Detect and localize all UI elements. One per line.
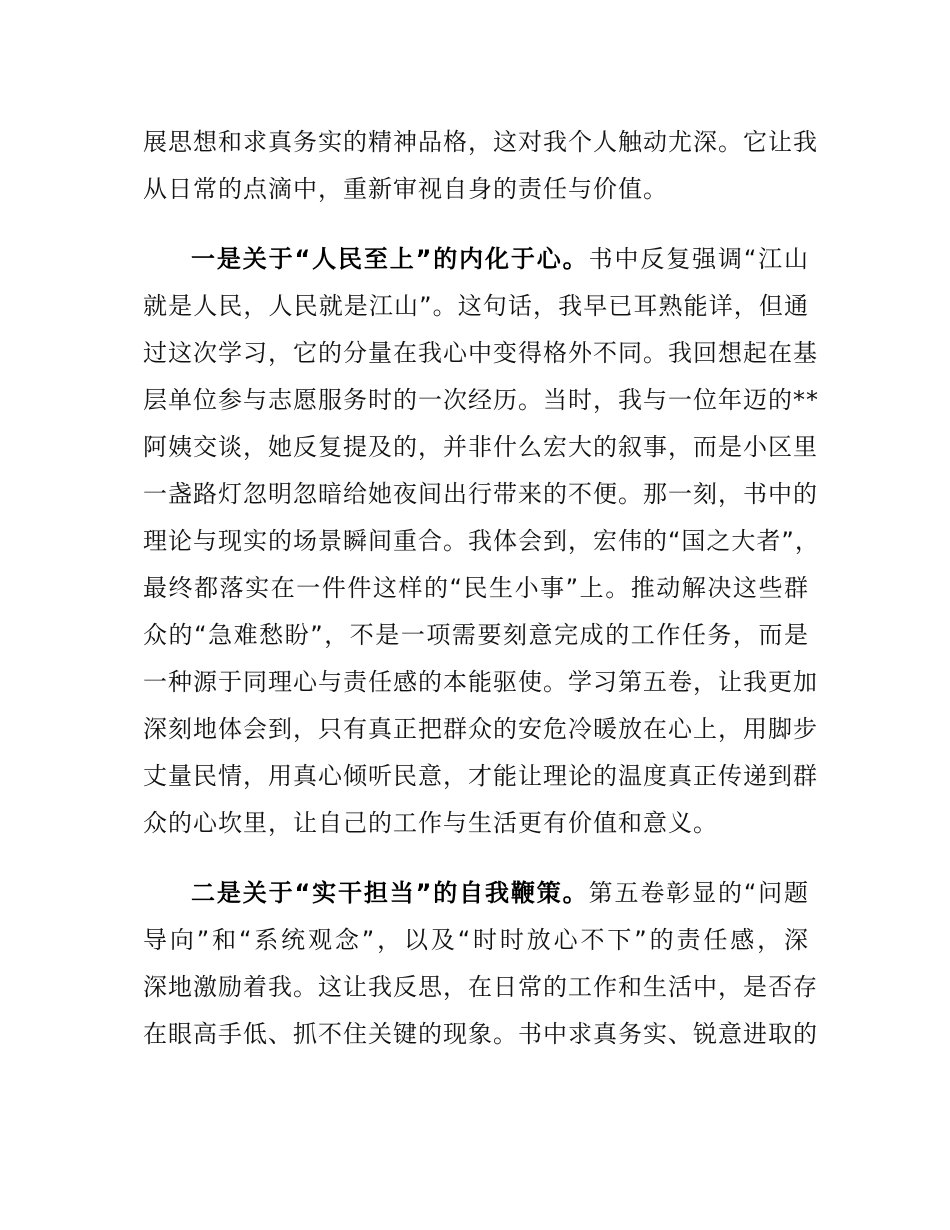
document-page [143, 119, 820, 1081]
text-line: 一盏路灯忽明忽暗给她夜间出行带来的不便。那一刻，书中的 [143, 480, 818, 508]
text-line: 过这次学习，它的分量在我心中变得格外不同。我回想起在基 [143, 339, 818, 367]
text-line: 众的“急难愁盼”，不是一项需要刻意完成的工作任务，而是 [143, 621, 809, 649]
text-line: 层单位参与志愿服务时的一次经历。当时，我与一位年迈的** [143, 386, 819, 414]
text-span: 书中反复强调“江山 [588, 245, 810, 273]
text-line: 展思想和求真务实的精神品格，这对我个人触动尤深。它让我 [143, 128, 818, 156]
text-line: 深刻地体会到，只有真正把群众的安危冷暖放在心上，用脚步 [143, 715, 818, 743]
text-line: 丈量民情，用真心倾听民意，才能让理论的温度真正传递到群 [143, 762, 818, 790]
paragraph-heading: 一是关于“人民至上”的内化于心。 [191, 245, 589, 273]
text-line: 最终都落实在一件件这样的“民生小事”上。推动解决这些群 [143, 574, 809, 602]
text-line [143, 870, 809, 917]
paragraph-intro [143, 119, 818, 213]
text-line: 一种源于同理心与责任感的本能驱使。学习第五卷，让我更加 [143, 668, 818, 696]
paragraph-people-first [143, 236, 820, 847]
text-line [143, 236, 809, 283]
text-span: 第五卷彰显的“问题 [588, 879, 810, 907]
paragraph-hard-work [143, 870, 818, 1058]
text-line: 从日常的点滴中，重新审视自身的责任与价值。 [143, 175, 668, 203]
paragraph-heading: 二是关于“实干担当”的自我鞭策。 [191, 879, 589, 907]
text-line: 阿姨交谈，她反复提及的，并非什么宏大的叙事，而是小区里 [143, 433, 818, 461]
text-line: 理论与现实的场景瞬间重合。我体会到，宏伟的“国之大者”， [143, 527, 820, 555]
text-line: 在眼高手低、抓不住关键的现象。书中求真务实、锐意进取的 [143, 1020, 818, 1048]
text-line: 众的心坎里，让自己的工作与生活更有价值和意义。 [143, 809, 718, 837]
text-line: 导向”和“系统观念”，以及“时时放心不下”的责任感，深 [143, 926, 809, 954]
text-line: 深地激励着我。这让我反思，在日常的工作和生活中，是否存 [143, 973, 818, 1001]
text-line: 就是人民，人民就是江山”。这句话，我早已耳熟能详，但通 [143, 292, 809, 320]
